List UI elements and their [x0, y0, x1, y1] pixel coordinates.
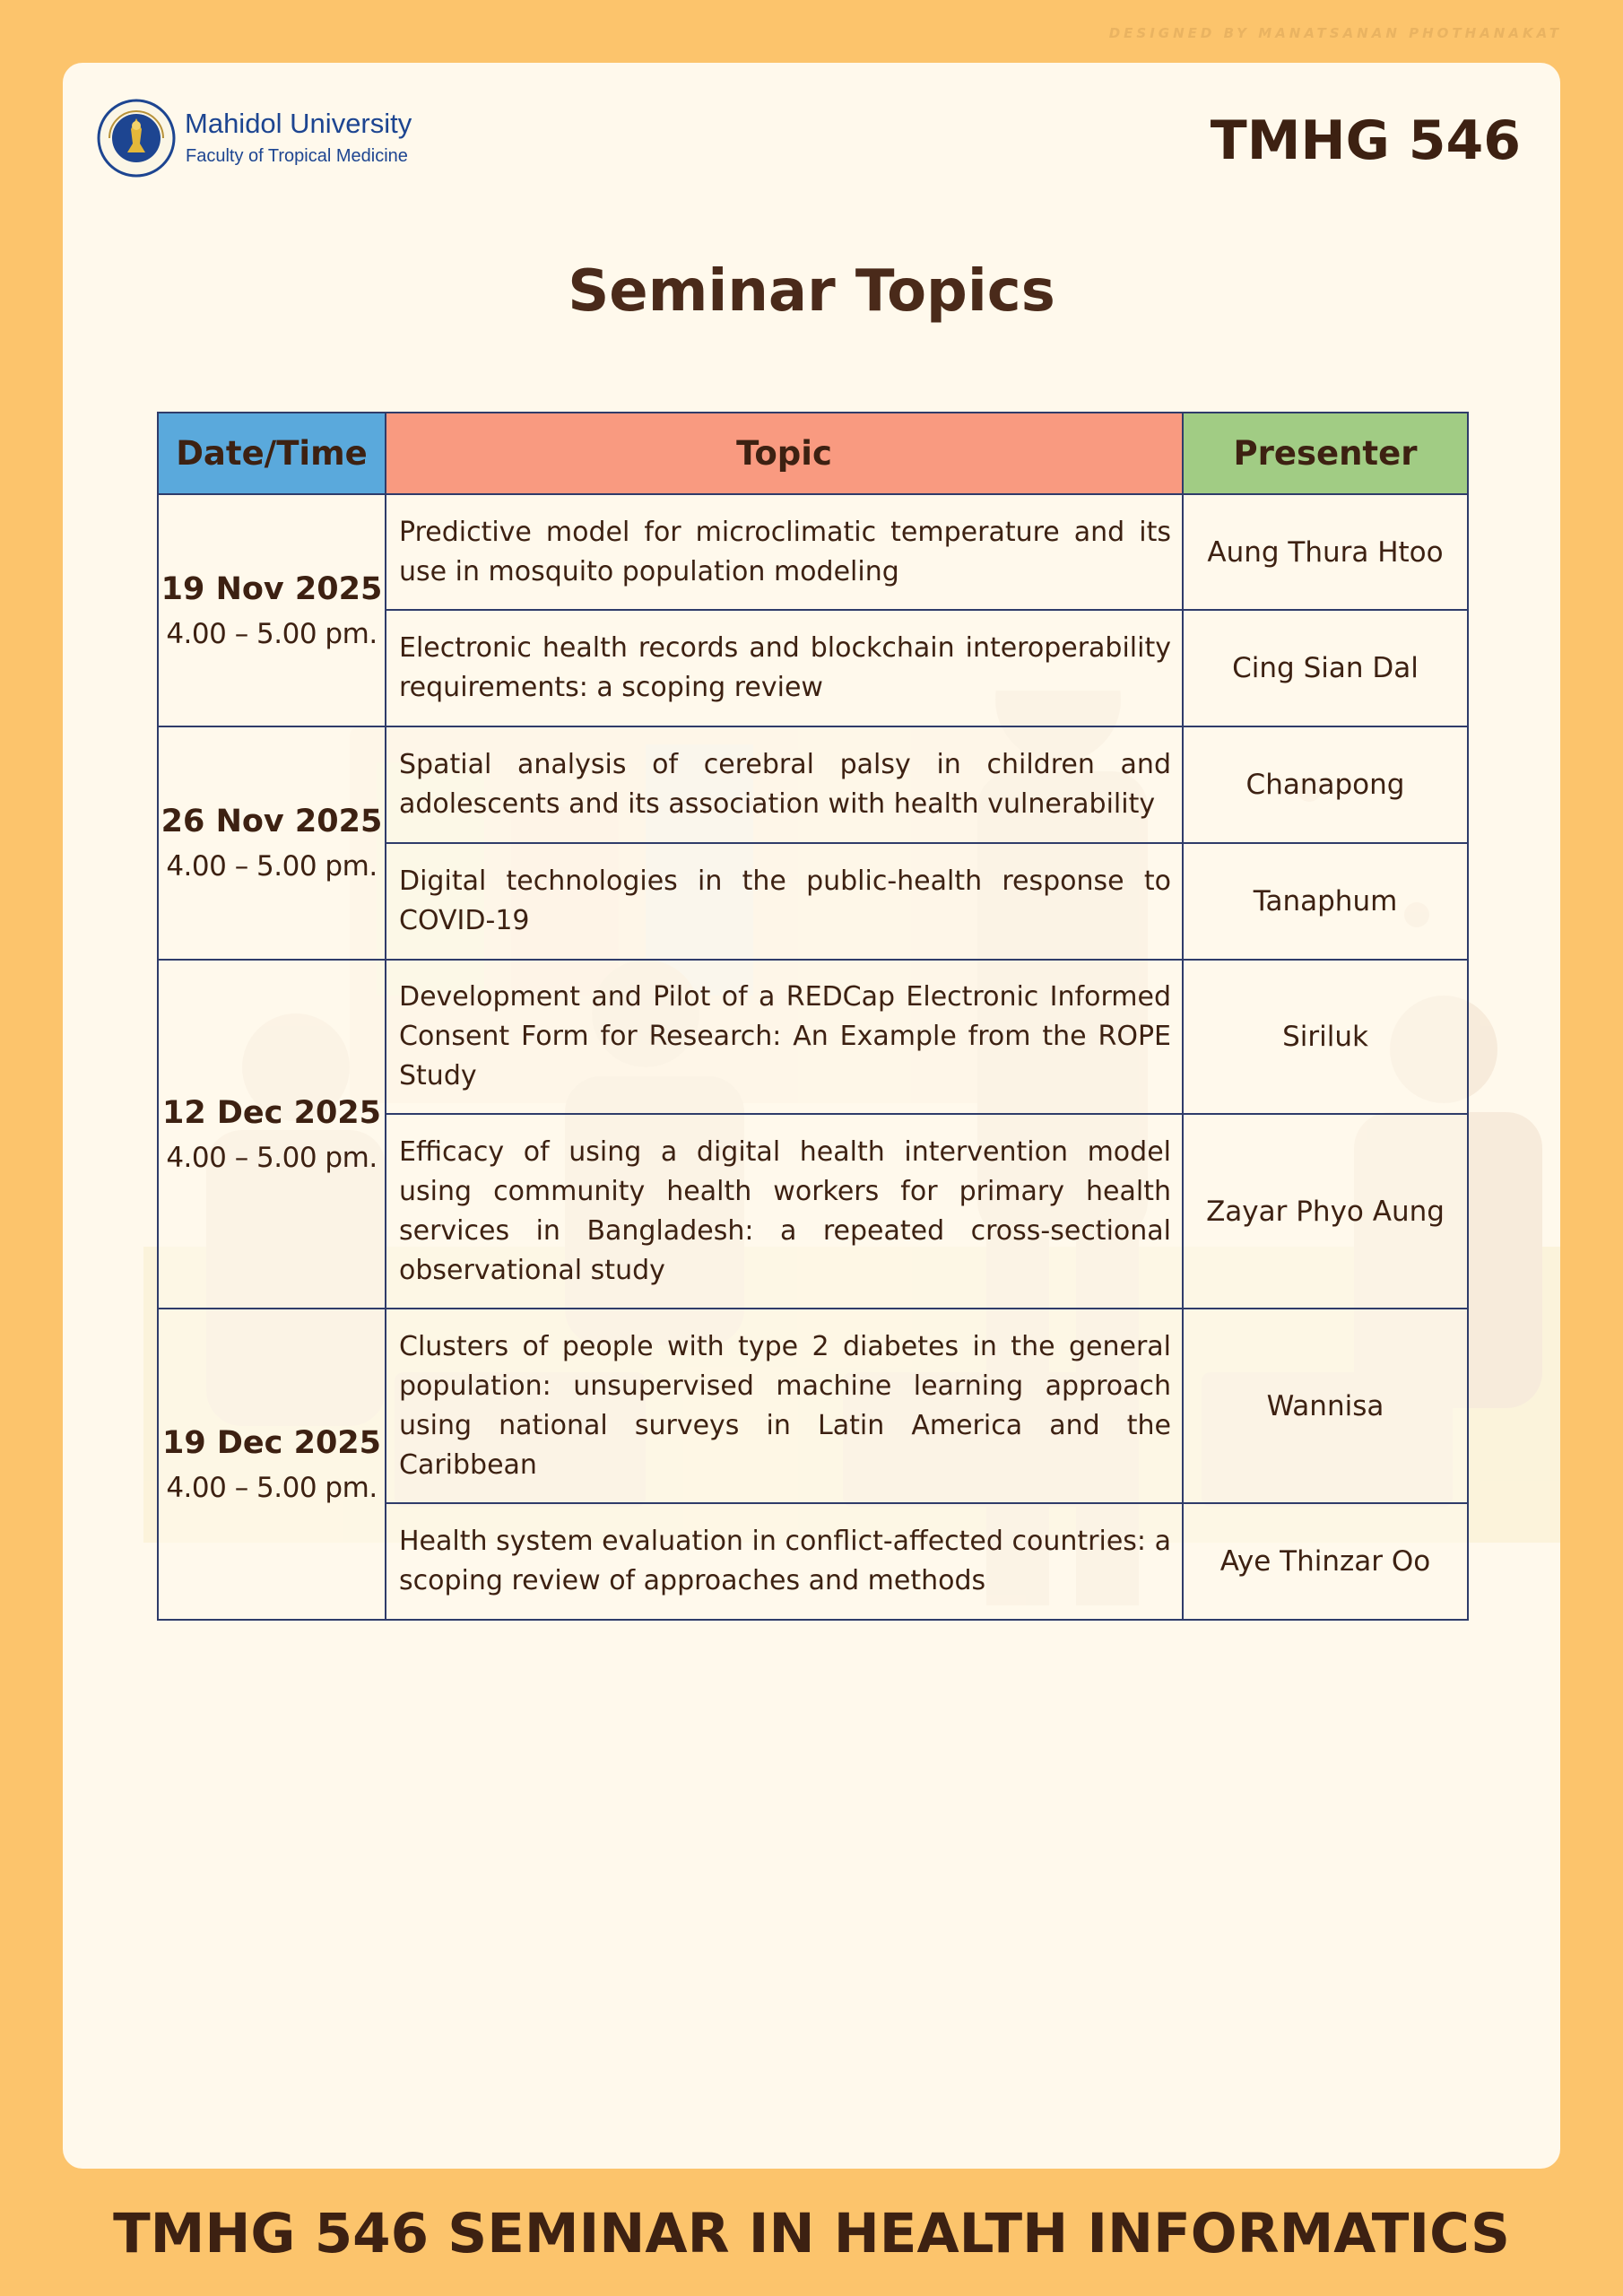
presenter-cell: Siriluk — [1183, 960, 1468, 1114]
topic-cell: Clusters of people with type 2 diabetes in the general population: unsupervised machine learning approach using national surveys in Latin America and the Caribbean — [386, 1309, 1183, 1503]
session-date-cell — [158, 726, 386, 960]
table-row — [158, 960, 1468, 1114]
table-row — [158, 494, 1468, 610]
university-seal-icon — [97, 99, 176, 178]
table-header-row — [158, 413, 1468, 494]
session-time: 4.00 – 5.00 pm. — [166, 1471, 378, 1504]
presenter-cell: Wannisa — [1183, 1309, 1468, 1503]
presenter-cell: Tanaphum — [1183, 843, 1468, 960]
presenter-cell: Chanapong — [1183, 726, 1468, 843]
course-code: TMHG 546 — [1210, 109, 1521, 172]
poster-card — [63, 63, 1560, 2169]
university-name: Mahidol University — [185, 108, 412, 139]
session-date-cell — [158, 960, 386, 1309]
presenter-cell: Cing Sian Dal — [1183, 610, 1468, 726]
presenter-cell: Aung Thura Htoo — [1183, 494, 1468, 610]
page-title: Seminar Topics — [568, 258, 1055, 325]
university-logo — [97, 99, 456, 188]
session-time: 4.00 – 5.00 pm. — [166, 850, 378, 883]
table-row — [158, 1309, 1468, 1503]
table-row — [158, 726, 1468, 843]
session-date: 19 Dec 2025 — [161, 1424, 382, 1461]
presenter-cell: Aye Thinzar Oo — [1183, 1503, 1468, 1620]
footer-course-title: TMHG 546 SEMINAR IN HEALTH INFORMATICS — [113, 2202, 1510, 2266]
topic-cell: Electronic health records and blockchain interoperability requirements: a scoping review — [386, 610, 1183, 726]
topic-cell: Digital technologies in the public-health response to COVID-19 — [386, 843, 1183, 960]
session-date: 19 Nov 2025 — [161, 570, 383, 607]
session-date: 26 Nov 2025 — [161, 804, 383, 839]
header-date-time: Date/Time — [158, 413, 386, 494]
faculty-name: Faculty of Tropical Medicine — [186, 146, 408, 166]
session-time: 4.00 – 5.00 pm. — [166, 617, 378, 650]
designer-credit: DESIGNED BY MANATSANAN PHOTHANAKAT — [1108, 25, 1562, 41]
session-date-cell — [158, 1309, 386, 1620]
session-time: 4.00 – 5.00 pm. — [166, 1141, 378, 1174]
topic-cell: Predictive model for microclimatic temperature and its use in mosquito population modeling — [386, 494, 1183, 610]
topic-cell: Efficacy of using a digital health intervention model using community health workers for primary health services in Bangladesh: a repeated cross-sectional observational study — [386, 1114, 1183, 1309]
topic-cell: Health system evaluation in conflict-affected countries: a scoping review of approaches and methods — [386, 1503, 1183, 1620]
topic-cell: Spatial analysis of cerebral palsy in children and adolescents and its association with health vulnerability — [386, 726, 1183, 843]
session-date-cell — [158, 494, 386, 726]
header-presenter: Presenter — [1183, 413, 1468, 494]
topic-cell: Development and Pilot of a REDCap Electronic Informed Consent Form for Research: An Example from the ROPE Study — [386, 960, 1183, 1114]
seminar-schedule-table — [157, 412, 1469, 1621]
presenter-cell: Zayar Phyo Aung — [1183, 1114, 1468, 1309]
header-topic: Topic — [386, 413, 1183, 494]
session-date: 12 Dec 2025 — [161, 1094, 382, 1131]
